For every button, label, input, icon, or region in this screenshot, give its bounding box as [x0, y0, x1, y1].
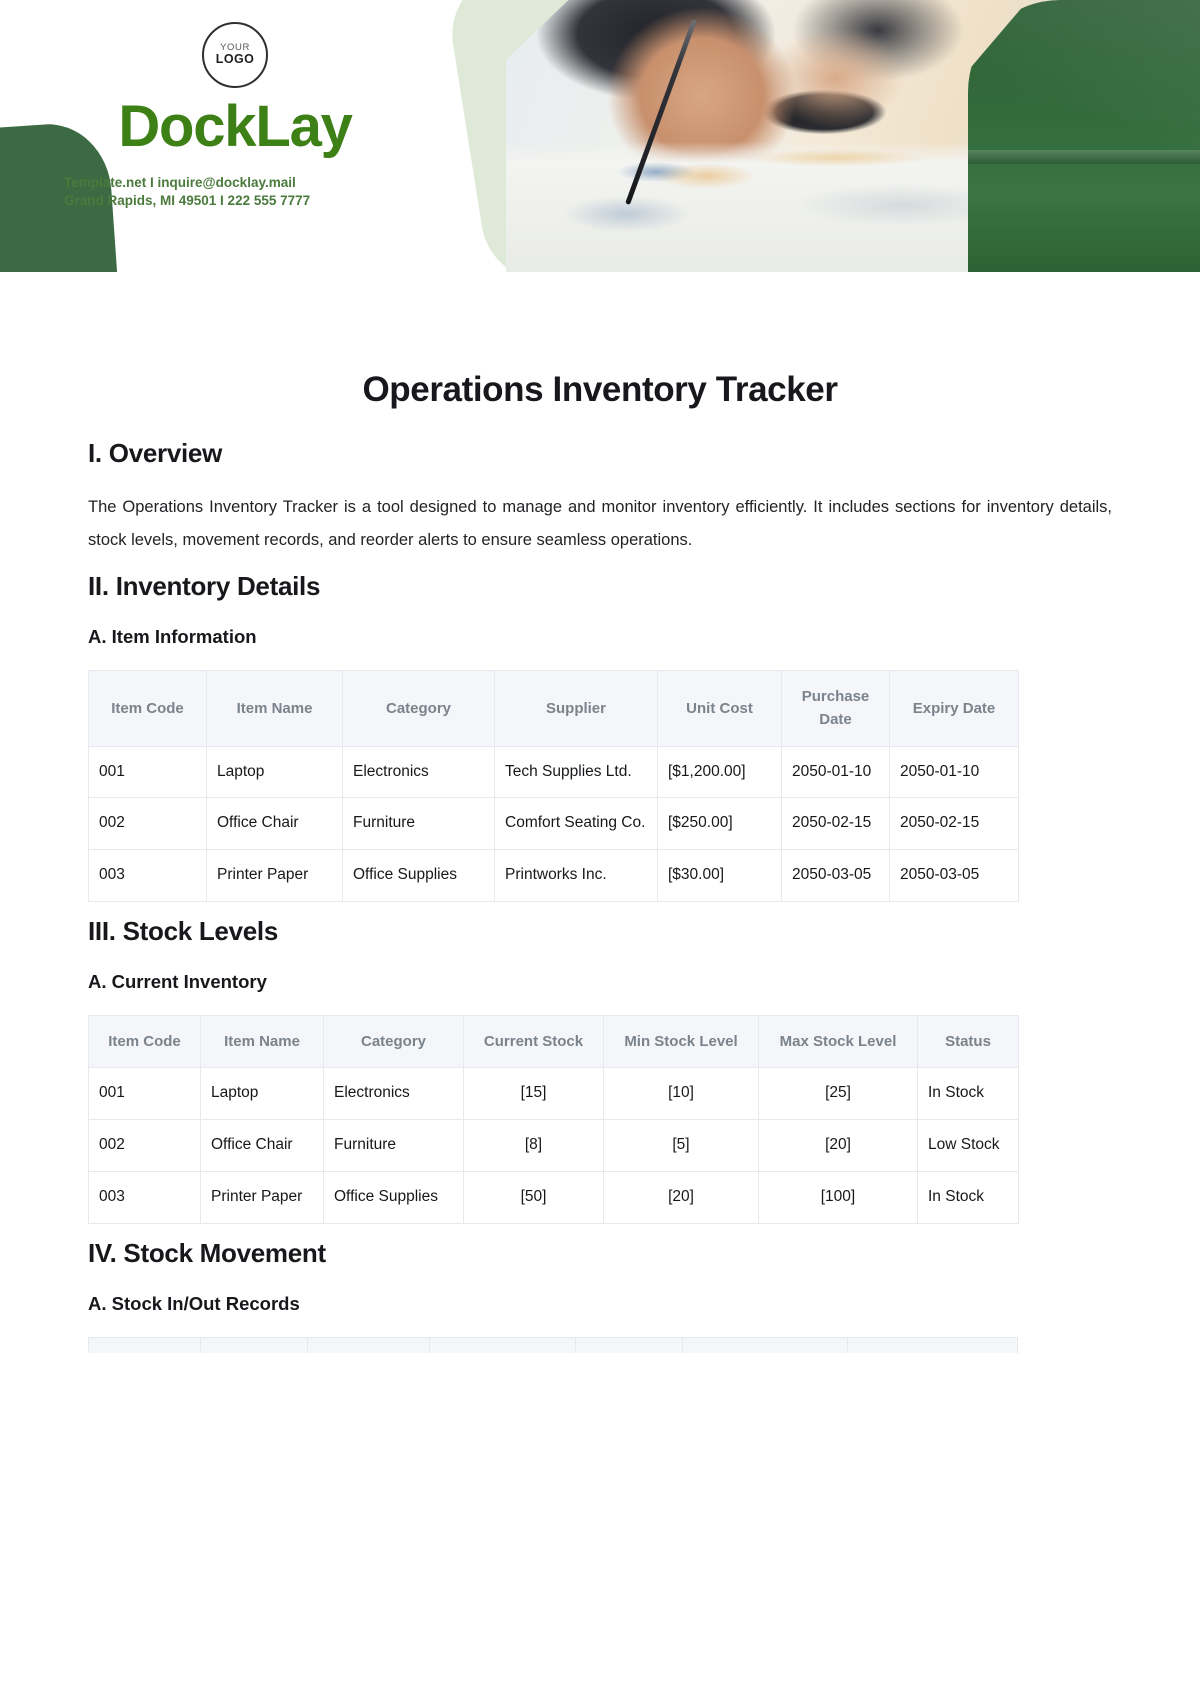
table-cell: Electronics: [324, 1068, 464, 1120]
table-cell: 2050-01-10: [890, 746, 1019, 798]
table-row: [89, 1068, 1019, 1120]
column-header: Min Stock Level: [604, 1015, 759, 1067]
column-header: Category: [324, 1015, 464, 1067]
table-cell: Printer Paper: [207, 850, 343, 902]
table-cell: 002: [89, 1119, 201, 1171]
table-cell: Electronics: [343, 746, 495, 798]
table-cell: [25]: [759, 1068, 918, 1120]
table-cell: Office Chair: [201, 1119, 324, 1171]
decorative-green-laptop-shape: [968, 0, 1200, 272]
section-heading-overview: I. Overview: [88, 438, 222, 468]
page-title: Operations Inventory Tracker: [362, 370, 838, 409]
table-cell: [$1,200.00]: [658, 746, 782, 798]
table-cell: 2050-02-15: [782, 798, 890, 850]
table-cell: [10]: [604, 1068, 759, 1120]
table-cell: [8]: [464, 1119, 604, 1171]
brand-name: DockLay: [118, 94, 352, 159]
section-heading-stock-movement: IV. Stock Movement: [88, 1237, 326, 1268]
table-cell: In Stock: [918, 1171, 1019, 1223]
table-cell: Printworks Inc.: [495, 850, 658, 902]
document-header: [0, 0, 1200, 272]
table-cell: 2050-01-10: [782, 746, 890, 798]
table-cell: Office Chair: [207, 798, 343, 850]
logo-placeholder-icon: [202, 22, 268, 88]
current-inventory-table: [88, 1015, 1019, 1224]
table-cell: Low Stock: [918, 1119, 1019, 1171]
table-cell: Printer Paper: [201, 1171, 324, 1223]
table-row: [89, 850, 1019, 902]
section-heading-inventory-details: II. Inventory Details: [88, 571, 321, 601]
column-header: Item Code: [89, 1015, 201, 1067]
decorative-green-edge: [968, 150, 1200, 164]
column-header: Item Name: [207, 671, 343, 747]
brand-contact-line-2: Grand Rapids, MI 49501 I 222 555 7777: [64, 193, 311, 209]
table-cell: [15]: [464, 1068, 604, 1120]
table-cell: [100]: [759, 1171, 918, 1223]
subsection-heading-current-inventory: A. Current Inventory: [88, 970, 267, 992]
column-header: Purchase Date: [782, 671, 890, 747]
brand-block: [0, 22, 470, 210]
section-heading-stock-levels: III. Stock Levels: [88, 915, 278, 946]
subsection-heading-item-information: A. Item Information: [88, 626, 257, 647]
header-photo: [506, 0, 1200, 272]
column-header: Item Code: [89, 671, 207, 747]
table-cell: 2050-03-05: [890, 850, 1019, 902]
column-header: [308, 1338, 430, 1353]
overview-paragraph: The Operations Inventory Tracker is a tool designed to manage and monitor inventory efficiently. It includes sections for inventory details, stock levels, movement records, and reorder alerts to ensure seamless operations.: [88, 498, 1112, 549]
column-header: Expiry Date: [890, 671, 1019, 747]
brand-contact-line-1: Template.net I inquire@docklay.mail: [64, 175, 296, 190]
table-cell: Furniture: [324, 1119, 464, 1171]
table-cell: Laptop: [201, 1068, 324, 1120]
document-body: [0, 370, 1200, 1353]
logo-bottom-label: LOGO: [215, 52, 255, 67]
table-cell: [20]: [759, 1119, 918, 1171]
column-header: Unit Cost: [658, 671, 782, 747]
column-header: [683, 1338, 848, 1353]
column-header: Supplier: [495, 671, 658, 747]
stock-in-out-records-table: [88, 1337, 1018, 1353]
table-row: [89, 798, 1019, 850]
table-cell: [$30.00]: [658, 850, 782, 902]
table-cell: Comfort Seating Co.: [495, 798, 658, 850]
table-cell: In Stock: [918, 1068, 1019, 1120]
column-header: Max Stock Level: [759, 1015, 918, 1067]
table-row: [89, 746, 1019, 798]
table-cell: 003: [89, 1171, 201, 1223]
table-row: [89, 1171, 1019, 1223]
column-header: [848, 1338, 1017, 1353]
column-header: Status: [918, 1015, 1019, 1067]
table-cell: 001: [89, 746, 207, 798]
brand-contact: [0, 174, 470, 210]
column-header: [89, 1338, 201, 1353]
table-cell: [5]: [604, 1119, 759, 1171]
column-header: [430, 1338, 576, 1353]
column-header: Current Stock: [464, 1015, 604, 1067]
table-header-row: [89, 671, 1019, 747]
table-cell: 001: [89, 1068, 201, 1120]
table-cell: [20]: [604, 1171, 759, 1223]
table-cell: 003: [89, 850, 207, 902]
table-cell: 2050-02-15: [890, 798, 1019, 850]
table-cell: [50]: [464, 1171, 604, 1223]
item-information-table: [88, 670, 1019, 902]
table-cell: Office Supplies: [324, 1171, 464, 1223]
table-cell: Furniture: [343, 798, 495, 850]
table-cell: 2050-03-05: [782, 850, 890, 902]
table-cell: 002: [89, 798, 207, 850]
column-header: [576, 1338, 683, 1353]
logo-top-label: YOUR: [220, 42, 250, 54]
table-header-row: [89, 1015, 1019, 1067]
table-cell: [$250.00]: [658, 798, 782, 850]
column-header: Item Name: [201, 1015, 324, 1067]
column-header: [201, 1338, 308, 1353]
table-cell: Tech Supplies Ltd.: [495, 746, 658, 798]
table-cell: Laptop: [207, 746, 343, 798]
column-header: Category: [343, 671, 495, 747]
subsection-heading-stock-in-out-records: A. Stock In/Out Records: [88, 1292, 300, 1314]
table-cell: Office Supplies: [343, 850, 495, 902]
table-row: [89, 1119, 1019, 1171]
